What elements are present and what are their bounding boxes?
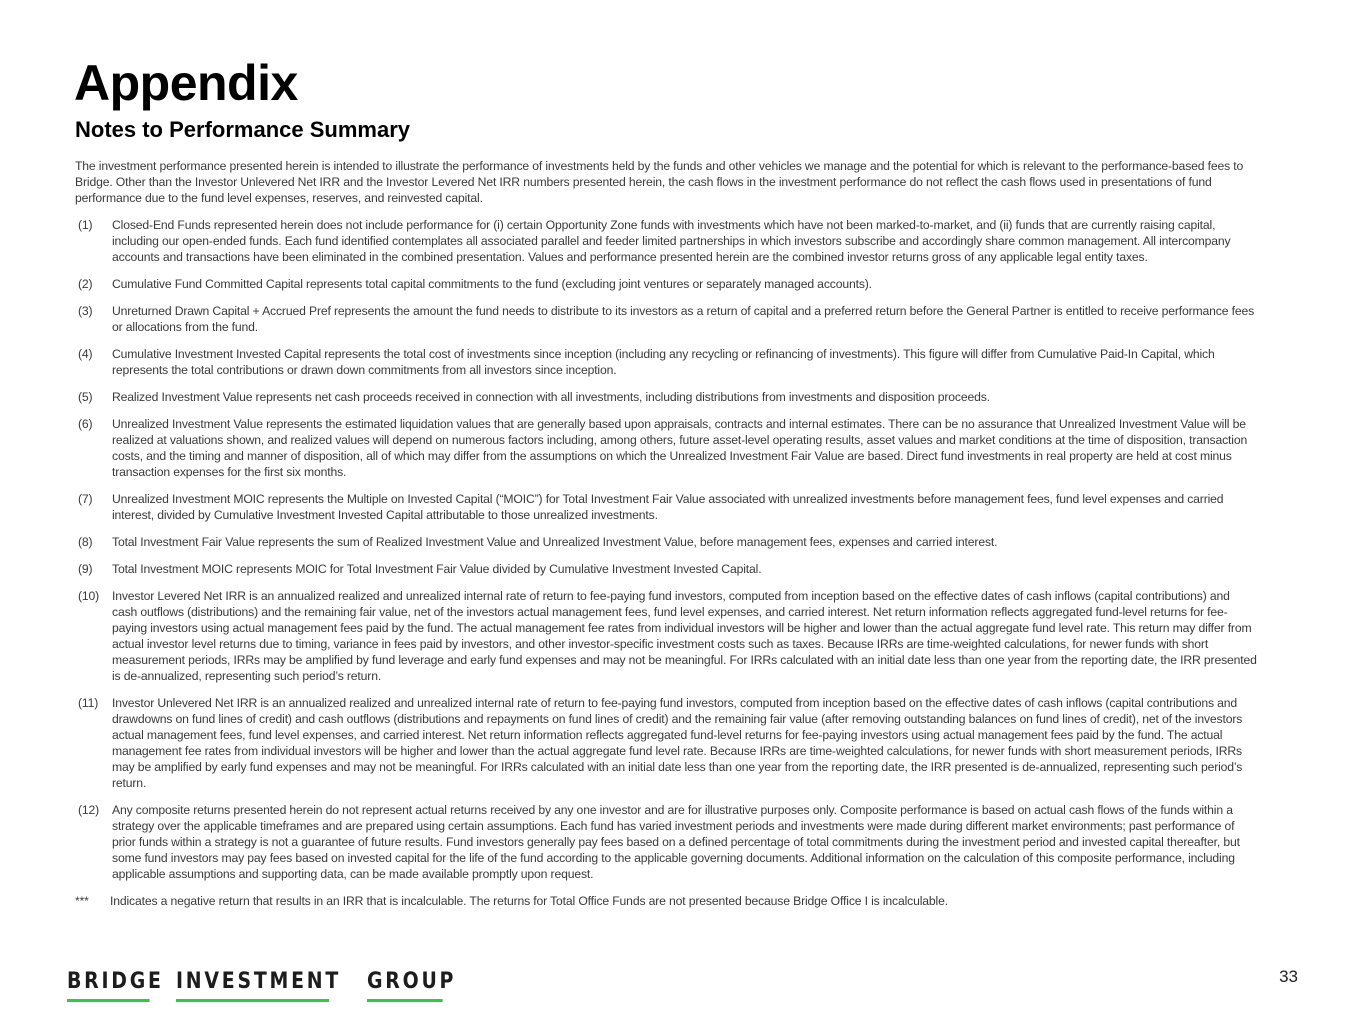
note-number: (4) [78,347,93,361]
note-number: (8) [78,535,93,549]
note-item [75,534,1257,550]
note-text: Closed-End Funds represented herein does not include performance for (i) certain Opportunity Zone funds with investments which have not been marked-to-market, and (ii) funds that are currently raising capital, including our open-ended funds. Each fund identified contemplates all associated parallel and feeder limited partnerships in which investors subscribe and accordingly share common management. All intercompany accounts and transactions have been eliminated in the combined presentation. Values and performance presented herein are the combined investor returns gross of any applicable legal entity taxes. [112,218,1231,264]
footnote [75,893,1257,909]
note-number: (3) [78,304,93,318]
note-item [75,695,1257,791]
note-number: (9) [78,562,93,576]
note-number: (6) [78,417,93,431]
note-number: (10) [78,589,100,603]
note-text: Unrealized Investment MOIC represents the Multiple on Invested Capital (“MOIC”) for Total Investment Fair Value associated with unrealized investments before management fees, fund level expenses and carried interest, divided by Cumulative Investment Invested Capital attributable to those unrealized investments. [112,492,1224,522]
note-text: Cumulative Investment Invested Capital represents the total cost of investments since inception (including any recycling or refinancing of investments). This figure will differ from Cumulative Paid-In Capital, which represents the total contributions or drawn down commitments from all investors since inception. [112,347,1215,377]
note-item [75,389,1257,405]
note-number: (11) [78,696,99,710]
page-subtitle: Notes to Performance Summary [75,117,410,142]
note-item [75,561,1257,577]
note-text: Investor Levered Net IRR is an annualized realized and unrealized internal rate of return to fee-paying fund investors, computed from inception based on the effective dates of cash inflows (capital contributions) and cash outflows (distributions) and the remaining fair value, net of the investors actual management fees, fund level expenses, and carried interest. Net return information reflects aggregated fund-level returns for fee-paying investors using actual management fees paid by the fund. The actual management fee rates from individual investors will be higher and lower than the actual aggregate fund level rate. This return may differ from actual investor level returns due to timing, variance in fees paid by investors, and other investor-specific investment costs such as taxes. Because IRRs are time-weighted calculations, for newer funds with short measurement periods, IRRs may be amplified by fund leverage and early fund expenses and may not be meaningful. For IRRs calculated with an initial date less than one year from the reporting date, the IRR presented is de-annualized, representing such period’s return. [112,589,1257,683]
note-number: (1) [78,218,93,232]
note-number: (7) [78,492,93,506]
note-item [75,491,1257,523]
note-text: Any composite returns presented herein do not represent actual returns received by any one investor and are for illustrative purposes only. Composite performance is based on actual cash flows of the funds within a strategy over the applicable timeframes and are prepared using certain assumptions. Each fund has varied investment periods and investments were made during different market environments; past performance of prior funds within a strategy is not a guarantee of future results. Fund investors generally pay fees based on a defined percentage of total commitments during the investment period and invested capital thereafter, but some fund investors may pay fees based on invested capital for the life of the fund according to the applicable governing documents. Additional information on the calculation of this composite performance, including applicable assumptions and supporting data, can be made available promptly upon request. [112,803,1240,881]
footnote-text: Indicates a negative return that results in an IRR that is incalculable. The returns for Total Office Funds are not presented because Bridge Office I is incalculable. [110,894,948,908]
logo-word: BRIDGE [67,968,150,1002]
note-text: Realized Investment Value represents net cash proceeds received in connection with all investments, including distributions from investments and disposition proceeds. [112,390,990,404]
page-number: 33 [1279,967,1298,986]
note-text: Investor Unlevered Net IRR is an annualized realized and unrealized internal rate of return to fee-paying fund investors, computed from inception based on the effective dates of cash inflows (capital contributions and drawdowns on fund lines of credit) and cash outflows (distributions and repayments on fund lines of credit) and the remaining fair value (after removing outstanding balances on fund lines of credit), net of the investors actual management fees, fund level expenses, and carried interest. Net return information reflects aggregated fund-level returns for fee-paying investors using actual management fees paid by the fund. The actual management fee rates from individual investors will be higher and lower than the actual aggregate fund level rate. Because IRRs are time-weighted calculations, for newer funds with short measurement periods, IRRs may be amplified by early fund expenses and may not be meaningful. For IRRs calculated with an initial date less than one year from the reporting date, the IRR presented is de-annualized, representing such period’s return. [112,696,1243,790]
note-number: (2) [78,277,93,291]
note-item [75,588,1257,684]
note-text: Total Investment MOIC represents MOIC for Total Investment Fair Value divided by Cumulative Investment Invested Capital. [112,562,762,576]
note-item [75,802,1257,882]
note-item [75,416,1257,480]
note-item [75,217,1257,265]
note-text: Cumulative Fund Committed Capital represents total capital commitments to the fund (excluding joint ventures or separately managed accounts). [112,277,872,291]
note-text: Unreturned Drawn Capital + Accrued Pref represents the amount the fund needs to distribute to its investors as a return of capital and a preferred return before the General Partner is entitled to receive performance fees or allocations from the fund. [112,304,1255,334]
intro-paragraph: The investment performance presented herein is intended to illustrate the performance of investments held by the funds and other vehicles we manage and the potential for which is relevant to the performance-based fees to Bridge. Other than the Investor Unlevered Net IRR and the Investor Levered Net IRR numbers presented herein, the cash flows in the investment performance do not reflect the cash flows used in presentations of fund performance due to the fund level expenses, reserves, and reinvested capital. [75,159,1244,205]
note-item [75,303,1257,335]
notes-section [75,158,1257,909]
note-number: (12) [78,803,100,817]
note-item [75,346,1257,378]
note-number: (5) [78,390,93,404]
note-text: Total Investment Fair Value represents the sum of Realized Investment Value and Unrealized Investment Value, before management fees, expenses and carried interest. [112,535,998,549]
note-text: Unrealized Investment Value represents the estimated liquidation values that are generally based upon appraisals, contracts and internal estimates. There can be no assurance that Unrealized Investment Value will be realized at valuations shown, and realized values will depend on numerous factors including, among others, future asset-level operating results, asset values and market conditions at the time of disposition, transaction costs, and the timing and manner of disposition, all of which may differ from the assumptions on which the Unrealized Investment Fair Value are based. Direct fund investments in real property are held at cost minus transaction expenses for the first six months. [112,417,1248,479]
company-logo [67,968,455,1002]
logo-word: INVESTMENT [176,968,329,1002]
page-title: Appendix [74,55,298,111]
note-item [75,276,1257,292]
logo-word: GROUP [367,968,443,1002]
footnote-marker: *** [75,894,89,908]
